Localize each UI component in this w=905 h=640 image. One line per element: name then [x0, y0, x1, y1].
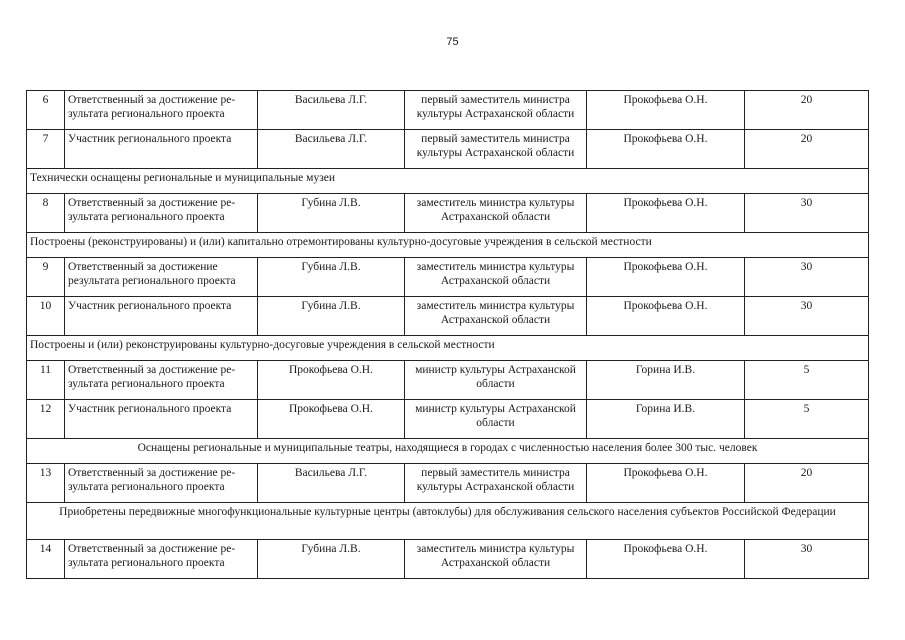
position-cell: министр культуры Астраханской области: [405, 400, 587, 439]
section-title: Приобретены передвижные многофункциональные культурные центры (автоклубы) для обслуживания сельского населения субъектов Российской Федерации: [27, 503, 869, 540]
role-cell: Ответственный за достижение ре-зультата регионального проекта: [65, 361, 258, 400]
curator-cell: Прокофьева О.Н.: [587, 540, 745, 579]
position-cell: министр культуры Астраханской области: [405, 361, 587, 400]
table-row: [27, 194, 869, 233]
position-cell: первый заместитель министра культуры Астраханской области: [405, 464, 587, 503]
table-row: [27, 361, 869, 400]
responsible-person-cell: Губина Л.В.: [258, 540, 405, 579]
section-row: [27, 233, 869, 258]
section-row: [27, 503, 869, 540]
workload-percent-cell: 30: [745, 297, 869, 336]
table-row: [27, 297, 869, 336]
responsible-person-cell: Прокофьева О.Н.: [258, 400, 405, 439]
workload-percent-cell: 5: [745, 361, 869, 400]
workload-percent-cell: 20: [745, 91, 869, 130]
row-number: 8: [27, 194, 65, 233]
section-title: Оснащены региональные и муниципальные театры, находящиеся в городах с численностью населения более 300 тыс. человек: [27, 439, 869, 464]
responsible-person-cell: Васильева Л.Г.: [258, 130, 405, 169]
responsible-person-cell: Васильева Л.Г.: [258, 91, 405, 130]
row-number: 14: [27, 540, 65, 579]
curator-cell: Прокофьева О.Н.: [587, 130, 745, 169]
responsible-person-cell: Губина Л.В.: [258, 258, 405, 297]
curator-cell: Прокофьева О.Н.: [587, 194, 745, 233]
position-cell: заместитель министра культуры Астраханской области: [405, 194, 587, 233]
row-number: 12: [27, 400, 65, 439]
curator-cell: Горина И.В.: [587, 400, 745, 439]
section-row: [27, 336, 869, 361]
row-number: 9: [27, 258, 65, 297]
workload-percent-cell: 20: [745, 464, 869, 503]
role-cell: Ответственный за достижение ре-зультата регионального проекта: [65, 91, 258, 130]
role-cell: Ответственный за достижение ре-зультата регионального проекта: [65, 540, 258, 579]
row-number: 10: [27, 297, 65, 336]
row-number: 7: [27, 130, 65, 169]
curator-cell: Прокофьева О.Н.: [587, 297, 745, 336]
role-cell: Участник регионального проекта: [65, 400, 258, 439]
role-cell: Ответственный за достижение ре-зультата регионального проекта: [65, 464, 258, 503]
curator-cell: Прокофьева О.Н.: [587, 258, 745, 297]
position-cell: первый заместитель министра культуры Астраханской области: [405, 130, 587, 169]
section-title: Построены (реконструированы) и (или) капитально отремонтированы культурно-досуговые учреждения в сельской местности: [27, 233, 869, 258]
workload-percent-cell: 30: [745, 540, 869, 579]
position-cell: заместитель министра культуры Астраханской области: [405, 297, 587, 336]
responsible-person-cell: Прокофьева О.Н.: [258, 361, 405, 400]
position-cell: заместитель министра культуры Астраханской области: [405, 540, 587, 579]
responsible-person-cell: Губина Л.В.: [258, 297, 405, 336]
position-cell: первый заместитель министра культуры Астраханской области: [405, 91, 587, 130]
table-row: [27, 464, 869, 503]
curator-cell: Горина И.В.: [587, 361, 745, 400]
section-title: Построены и (или) реконструированы культурно-досуговые учреждения в сельской местности: [27, 336, 869, 361]
row-number: 13: [27, 464, 65, 503]
curator-cell: Прокофьева О.Н.: [587, 91, 745, 130]
workload-percent-cell: 30: [745, 258, 869, 297]
workload-percent-cell: 5: [745, 400, 869, 439]
table-row: [27, 540, 869, 579]
responsible-person-cell: Губина Л.В.: [258, 194, 405, 233]
section-title: Технически оснащены региональные и муниципальные музеи: [27, 169, 869, 194]
role-cell: Участник регионального проекта: [65, 297, 258, 336]
role-cell: Ответственный за достижение результата регионального проекта: [65, 258, 258, 297]
workload-percent-cell: 20: [745, 130, 869, 169]
page-number: 75: [446, 36, 459, 48]
table-row: [27, 130, 869, 169]
row-number: 11: [27, 361, 65, 400]
row-number: 6: [27, 91, 65, 130]
position-cell: заместитель министра культуры Астраханской области: [405, 258, 587, 297]
role-cell: Участник регионального проекта: [65, 130, 258, 169]
curator-cell: Прокофьева О.Н.: [587, 464, 745, 503]
section-row: [27, 439, 869, 464]
role-cell: Ответственный за достижение ре-зультата регионального проекта: [65, 194, 258, 233]
table-row: [27, 258, 869, 297]
workload-percent-cell: 30: [745, 194, 869, 233]
table-row: [27, 400, 869, 439]
table-row: [27, 91, 869, 130]
responsibility-table: [26, 90, 869, 579]
section-row: [27, 169, 869, 194]
responsible-person-cell: Васильева Л.Г.: [258, 464, 405, 503]
